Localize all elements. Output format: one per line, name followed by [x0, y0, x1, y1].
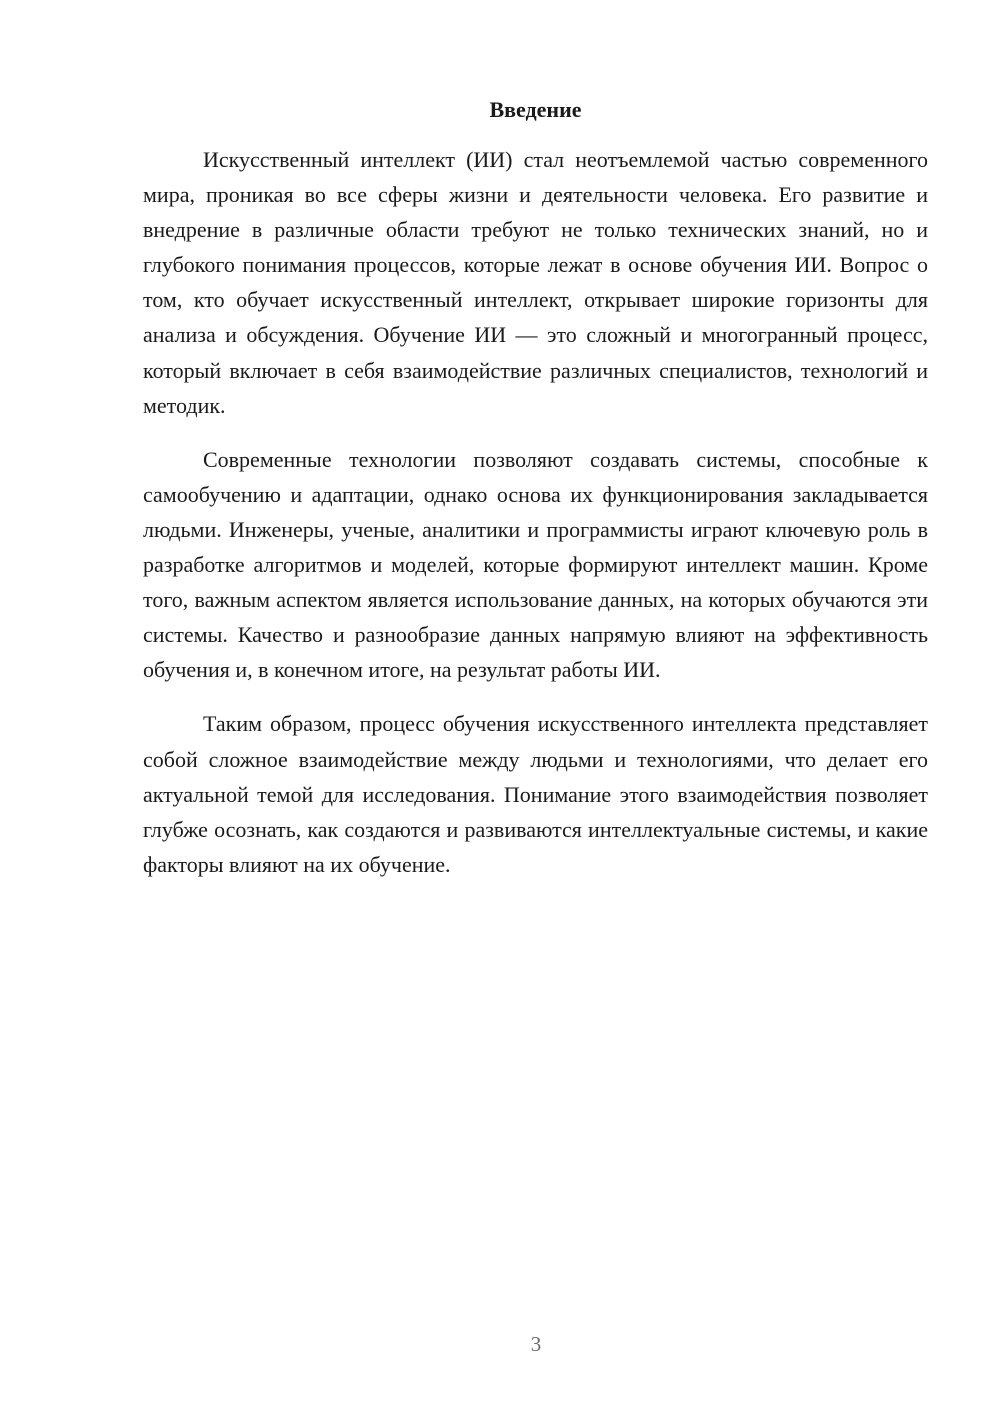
section-title: Введение [489, 97, 582, 122]
page-number: 3 [530, 1332, 542, 1356]
paragraph-1: Искусственный интеллект (ИИ) стал неотъемлемой частью современного мира, проникая во все сферы жизни и деятельности человека. Его развитие и внедрение в различные области требуют не только технических знаний, но и глубокого понимания процессов, которые лежат в основе обучения ИИ. Вопрос о том, кто обучает искусственный интеллект, открывает широкие горизонты для анализа и обсуждения. Обучение ИИ — это сложный и многогранный процесс, который включает в себя взаимодействие различных специалистов, технологий и методик. [143, 147, 928, 418]
paragraph-3: Таким образом, процесс обучения искусственного интеллекта представляет собой сложное взаимодействие между людьми и технологиями, что делает его актуальной темой для исследования. Понимание этого взаимодействия позволяет глубже осознать, как создаются и развиваются интеллектуальные системы, и какие факторы влияют на их обучение. [143, 711, 928, 877]
paragraph-2: Современные технологии позволяют создавать системы, способные к самообучению и адаптации, однако основа их функционирования закладывается людьми. Инженеры, ученые, аналитики и программисты играют ключевую роль в разработке алгоритмов и моделей, которые формируют интеллект машин. Кроме того, важным аспектом является использование данных, на которых обучаются эти системы. Качество и разнообразие данных напрямую влияют на эффективность обучения и, в конечном итоге, на результат работы ИИ. [143, 446, 928, 683]
page-content [143, 92, 928, 901]
